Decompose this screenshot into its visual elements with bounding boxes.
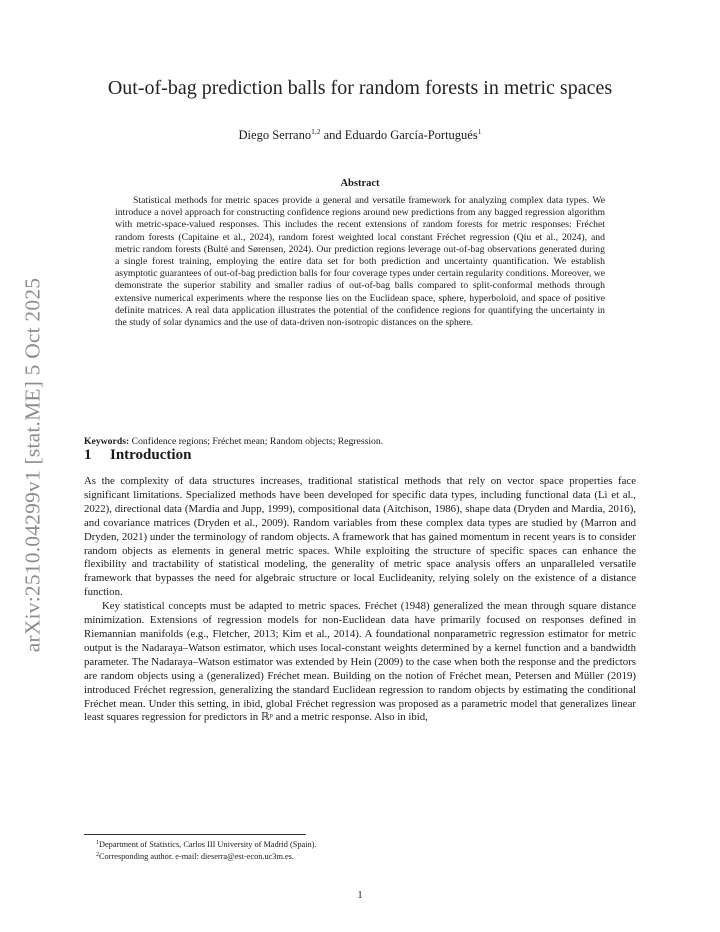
affiliation-mark: 1,2 [311, 127, 321, 136]
arxiv-identifier: arXiv:2510.04299v1 [stat.ME] 5 Oct 2025 [20, 277, 45, 653]
paragraph: As the complexity of data structures increases, traditional statistical methods that rely on vector space properties face significant limitations. Specialized methods have been developed for specific data types, including functional data (Li et al., 2022), directional data (Mardia and Jupp, 1999), compositional data (Aitchison, 1986), shape data (Dryden and Mardia, 2016), and covariance matrices (Dryden et al., 2009). Random variables from these complex data types are studied by (Marron and Dryden, 2021) under the terminology of random objects. A framework that has gained momentum in recent years is to consider random objects as elements in general metric spaces. While exploiting the structure of specific spaces can enhance the flexibility and tractability of statistical modeling, the generality of metric space analysis offers an unparalleled versatile framework that bypasses the need for algebraic structure or local Euclideanity, relying solely on the existence of a distance function. [84, 475, 636, 599]
footnote-mark: 2 [96, 852, 99, 858]
section-heading [84, 445, 484, 465]
abstract-heading: Abstract [340, 178, 380, 189]
paper-title: Out-of-bag prediction balls for random forests in metric spaces [107, 77, 613, 99]
page-number: 1 [357, 890, 363, 901]
section-body [84, 475, 636, 725]
footnote-text: Corresponding author. e-mail: dieserra@est-econ.uc3m.es. [99, 852, 294, 861]
keywords-text: Confidence regions; Fréchet mean; Random objects; Regression. [129, 436, 384, 447]
author-name: Eduardo García-Portugués [344, 128, 478, 142]
arxiv-stamp [18, 260, 48, 670]
footnote [84, 838, 636, 850]
abstract-text: Statistical methods for metric spaces provide a general and versatile framework for analyzing complex data types. We introduce a novel approach for constructing confidence regions around new predictions from any bagged regression algorithm with metric-space-valued responses. This includes the recent extensions of random forests for metric responses: Fréchet random forests (Capitaine et al., 2024), random forest weighted local constant Fréchet regression (Qiu et al., 2024), and metric random forests (Bulté and Sørensen, 2024). Our prediction regions leverage out-of-bag observations generated during a single forest training, employing the entire data set for both prediction and uncertainty quantification. We establish asymptotic guarantees of out-of-bag prediction balls for four coverage types under certain regularity conditions. Moreover, we demonstrate the superior stability and smaller radius of out-of-bag balls compared to split-conformal methods through extensive numerical experiments where the response lies on the Euclidean space, sphere, hyperboloid, and space of positive definite matrices. A real data application illustrates the potential of the confidence regions for quantifying the uncertainty in the study of solar dynamics and the use of data-driven non-isotropic distances on the sphere. [115, 195, 606, 329]
section-title: Introduction [110, 447, 192, 463]
paragraph: Key statistical concepts must be adapted to metric spaces. Fréchet (1948) generalized the mean through square distance minimization. Extensions of regression models for non-Euclidean data have primarily focused on responses defined in Riemannian manifolds (e.g., Fletcher, 2013; Kim et al., 2014). A foundational nonparametric regression estimator for metric output is the Nadaraya–Watson estimator, which uses local-constant weights determined by a kernel function and a bandwidth parameter. The Nadaraya–Watson estimator was extended by Hein (2009) to the case when both the response and the predictors are random objects using a (generalized) Fréchet mean. Building on the notion of Fréchet mean, Petersen and Müller (2019) introduced Fréchet regression, generalizing the standard Euclidean regression to random objects by estimating the conditional Fréchet mean. Under this setting, in ibid, global Fréchet regression was proposed as a parametric model that generalizes linear least squares regression for predictors in ℝᵖ and a metric response. Also in ibid, [84, 600, 636, 724]
affiliation-mark: 1 [477, 127, 482, 136]
author-line [60, 124, 660, 143]
footnotes [84, 838, 636, 862]
section-number: 1 [84, 447, 92, 463]
author-connector: and [320, 128, 345, 142]
author-name: Diego Serrano [238, 128, 312, 142]
footnote-mark: 1 [96, 840, 99, 846]
footnote [84, 850, 636, 862]
keywords-label: Keywords: [84, 436, 130, 447]
footnote-divider [84, 834, 306, 835]
footnote-text: Department of Statistics, Carlos III University of Madrid (Spain). [99, 840, 317, 849]
